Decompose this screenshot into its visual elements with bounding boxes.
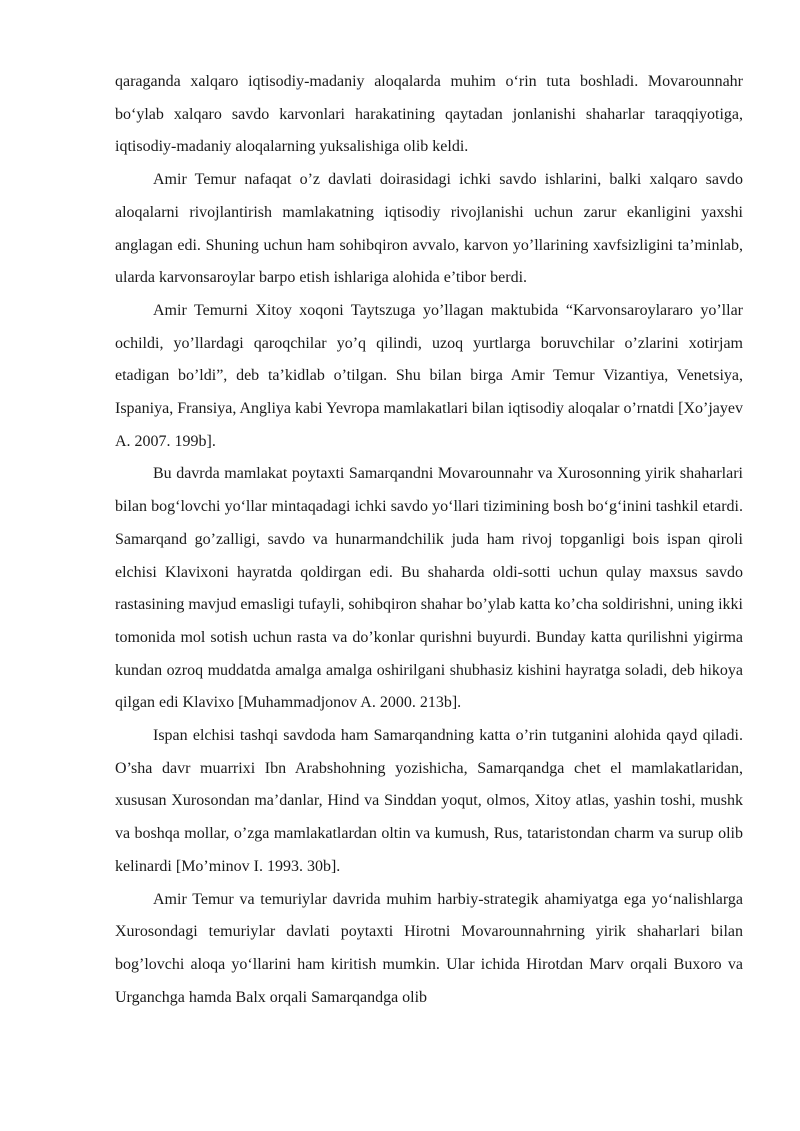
document-page <box>115 66 743 1014</box>
paragraph-samarkand-roads: Bu davrda mamlakat poytaxti Samarqandni Movarounnahr va Xurosonning yirik shaharlari bilan bog‘lovchi yo‘llar mintaqadagi ichki savdo yo‘llari tizimining bosh bo‘g‘inini tashkil etardi. Samarqand go’zalligi, savdo va hunarmandchilik juda ham rivoj topganligi bois ispan qiroli elchisi Klavixoni hayratda qoldirgan edi. Bu shaharda oldi-sotti uchun qulay maxsus savdo rastasining mavjud emasligi tufayli, sohibqiron shahar bo’ylab katta ko’cha soldirishni, uning ikki tomonida mol sotish uchun rasta va do’konlar qurishni buyurdi. Bunday katta qurilishni yigirma kundan ozroq muddatda amalga amalga oshirilgani shubhasiz kishini hayratga soladi, deb hikoya qilgan edi Klavixo [Muhammadjonov A. 2000. 213b]. <box>115 465 743 712</box>
paragraph-strategic-routes: Amir Temur va temuriylar davrida muhim harbiy-strategik ahamiyatga ega yo‘nalishlarga Xurosondagi temuriylar davlati poytaxti Hirotni Movarounnahrning yirik shaharlari bilan bog’lovchi aloqa yo‘llarini ham kiritish mumkin. Ular ichida Hirotdan Marv orqali Buxoro va Urganchga hamda Balx orqali Samarqandga olib <box>115 890 743 1006</box>
paragraph-foreign-trade: Ispan elchisi tashqi savdoda ham Samarqandning katta o’rin tutganini alohida qayd qiladi. O’sha davr muarrixi Ibn Arabshohning yozishicha, Samarqandga chet el mamlakatlaridan, xususan Xurosondan ma’danlar, Hind va Sinddan yoqut, olmos, Xitoy atlas, yashin toshi, mushk va boshqa mollar, o’zga mamlakatlardan oltin va kumush, Rus, tataristondan charm va surup olib kelinardi [Mo’minov I. 1993. 30b]. <box>115 727 743 875</box>
paragraph-trade-relations: Amir Temur nafaqat o’z davlati doirasidagi ichki savdo ishlarini, balki xalqaro savdo aloqalarni rivojlantirish mamlakatning iqtisodiy rivojlanishi uchun zarur ekanligini yaxshi anglagan edi. Shuning uchun ham sohibqiron avvalo, karvon yo’llarining xavfsizligini ta’minlab, ularda karvonsaroylar barpo etish ishlariga alohida e’tibor berdi. <box>115 171 743 287</box>
paragraph-continued: qaraganda xalqaro iqtisodiy-madaniy aloqalarda muhim o‘rin tuta boshladi. Movarounnahr bo‘ylab xalqaro savdo karvonlari harakatining qaytadan jonlanishi shaharlar taraqqiyotiga, iqtisodiy-madaniy aloqalarning yuksalishiga olib keldi. <box>115 73 743 156</box>
paragraph-letter-to-china: Amir Temurni Xitoy xoqoni Taytszuga yo’llagan maktubida “Karvonsaroylararo yo’llar ochildi, yo’llardagi qaroqchilar yo’q qilindi, uzoq yurtlarga boruvchilar o’zlarini xotirjam etadigan bo’ldi”, deb ta’kidlab o’tilgan. Shu bilan birga Amir Temur Vizantiya, Venetsiya, Ispaniya, Fransiya, Angliya kabi Yevropa mamlakatlari bilan iqtisodiy aloqalar o’rnatdi [Xo’jayev A. 2007. 199b]. <box>115 301 743 450</box>
